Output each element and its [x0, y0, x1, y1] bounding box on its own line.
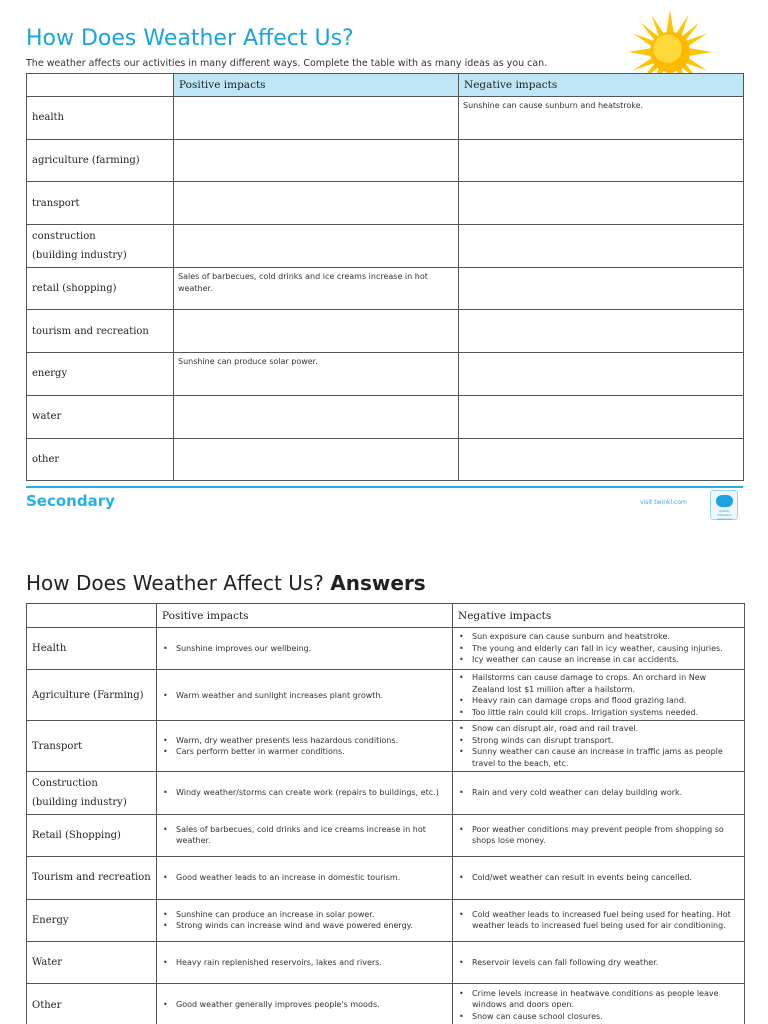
answers-header-positive: Positive impacts — [157, 604, 453, 628]
negative-cell — [453, 670, 745, 721]
row-label: energy — [27, 353, 174, 396]
negative-cell — [453, 721, 745, 772]
worksheet-header-positive: Positive impacts — [174, 74, 459, 97]
worksheet-header-blank — [27, 74, 174, 97]
row-label: Other — [27, 984, 157, 1024]
list-item: • Strong winds can disrupt transport. — [457, 735, 740, 747]
row-label-line: Construction — [32, 778, 98, 790]
list-item: • Windy weather/storms can create work (repairs to buildings, etc.) — [161, 787, 448, 799]
list-item: • Reservoir levels can fall following dry weather. — [457, 957, 740, 969]
negative-cell[interactable] — [459, 395, 744, 438]
row-label: Tourism and recreation — [27, 857, 157, 899]
positive-cell[interactable] — [174, 438, 459, 481]
negative-cell — [453, 984, 745, 1024]
footer-divider — [26, 486, 743, 488]
answers-row-energy — [27, 899, 745, 941]
twinkl-badge-icon — [710, 490, 738, 520]
cloud-icon — [716, 495, 733, 507]
positive-cell — [157, 721, 453, 772]
negative-cell — [453, 899, 745, 941]
negative-cell — [453, 772, 745, 814]
positive-cell — [157, 984, 453, 1024]
positive-cell — [157, 899, 453, 941]
list-item: • Rain and very cold weather can delay building work. — [457, 787, 740, 799]
negative-list — [457, 909, 740, 932]
row-label-line: construction — [32, 230, 96, 242]
positive-list — [161, 690, 448, 702]
positive-list — [161, 872, 448, 884]
footer-url[interactable]: visit twinkl.com — [640, 499, 687, 506]
negative-cell — [453, 857, 745, 899]
list-item: • Hailstorms can cause damage to crops. An orchard in New Zealand lost $1 million after a hailstorm. — [457, 672, 740, 695]
worksheet-header-row — [27, 74, 744, 97]
answers-title — [26, 571, 426, 595]
answers-header-negative: Negative impacts — [453, 604, 745, 628]
worksheet-intro: The weather affects our activities in many different ways. Complete the table with as many ideas as you can. — [26, 58, 548, 69]
worksheet-row-other — [27, 438, 744, 481]
positive-cell[interactable] — [174, 182, 459, 225]
list-item: • Sunny weather can cause an increase in traffic jams as people travel to the beach, etc. — [457, 746, 740, 769]
list-item: • Sales of barbecues, cold drinks and ice creams increase in hot weather. — [161, 824, 448, 847]
worksheet-row-transport — [27, 182, 744, 225]
answers-header-blank — [27, 604, 157, 628]
row-label — [27, 772, 157, 814]
answers-row-retail — [27, 814, 745, 856]
worksheet-row-health — [27, 97, 744, 140]
row-label: other — [27, 438, 174, 481]
row-label: transport — [27, 182, 174, 225]
list-item: • Icy weather can cause an increase in car accidents. — [457, 654, 740, 666]
negative-list — [457, 957, 740, 969]
row-label: retail (shopping) — [27, 267, 174, 310]
negative-list — [457, 723, 740, 769]
positive-cell[interactable] — [174, 395, 459, 438]
positive-list — [161, 999, 448, 1011]
positive-list — [161, 824, 448, 847]
row-label: Agriculture (Farming) — [27, 670, 157, 721]
positive-cell[interactable] — [174, 310, 459, 353]
answers-header-row — [27, 604, 745, 628]
row-label — [27, 225, 174, 268]
positive-cell — [157, 941, 453, 983]
worksheet-row-water — [27, 395, 744, 438]
row-label: tourism and recreation — [27, 310, 174, 353]
negative-list — [457, 672, 740, 718]
worksheet-row-retail — [27, 267, 744, 310]
list-item: • Sun exposure can cause sunburn and heatstroke. — [457, 631, 740, 643]
worksheet-header-negative: Negative impacts — [459, 74, 744, 97]
positive-cell[interactable] — [174, 139, 459, 182]
list-item: • Too little rain could kill crops. Irrigation systems needed. — [457, 707, 740, 719]
positive-list — [161, 909, 448, 932]
list-item: • Heavy rain replenished reservoirs, lakes and rivers. — [161, 957, 448, 969]
positive-cell[interactable]: Sales of barbecues, cold drinks and ice creams increase in hot weather. — [174, 267, 459, 310]
list-item: • Cold weather leads to increased fuel being used for heating. Hot weather leads to increased fuel being used for air conditioning. — [457, 909, 740, 932]
answers-row-transport — [27, 721, 745, 772]
positive-list — [161, 787, 448, 799]
list-item: • Snow can cause school closures. — [457, 1011, 740, 1023]
negative-cell[interactable] — [459, 225, 744, 268]
positive-cell[interactable] — [174, 225, 459, 268]
list-item: • Cold/wet weather can result in events being cancelled. — [457, 872, 740, 884]
list-item: • Crime levels increase in heatwave conditions as people leave windows and doors open. — [457, 988, 740, 1011]
answers-row-tourism — [27, 857, 745, 899]
row-label: Water — [27, 941, 157, 983]
negative-cell[interactable] — [459, 182, 744, 225]
positive-list — [161, 735, 448, 758]
positive-cell[interactable]: Sunshine can produce solar power. — [174, 353, 459, 396]
list-item: • The young and elderly can fall in icy weather, causing injuries. — [457, 643, 740, 655]
negative-cell[interactable] — [459, 353, 744, 396]
positive-cell[interactable] — [174, 97, 459, 140]
answers-title-plain: How Does Weather Affect Us? — [26, 571, 324, 595]
list-item: • Poor weather conditions may prevent people from shopping so shops lose money. — [457, 824, 740, 847]
positive-cell — [157, 772, 453, 814]
list-item: • Sunshine can produce an increase in solar power. — [161, 909, 448, 921]
row-label: health — [27, 97, 174, 140]
negative-list — [457, 787, 740, 799]
positive-cell — [157, 814, 453, 856]
positive-cell — [157, 857, 453, 899]
negative-cell — [453, 814, 745, 856]
worksheet-row-energy — [27, 353, 744, 396]
answers-row-other — [27, 984, 745, 1024]
list-item: • Heavy rain can damage crops and flood grazing land. — [457, 695, 740, 707]
answers-row-water — [27, 941, 745, 983]
worksheet-table — [26, 73, 744, 481]
negative-list — [457, 872, 740, 884]
list-item: • Warm weather and sunlight increases plant growth. — [161, 690, 448, 702]
positive-cell — [157, 670, 453, 721]
row-label: Retail (Shopping) — [27, 814, 157, 856]
answers-row-health — [27, 628, 745, 670]
footer-level-label: Secondary — [26, 492, 115, 510]
list-item: • Sunshine improves our wellbeing. — [161, 643, 448, 655]
negative-list — [457, 631, 740, 666]
list-item: • Good weather leads to an increase in domestic tourism. — [161, 872, 448, 884]
answers-table — [26, 603, 745, 1024]
negative-cell — [453, 628, 745, 670]
row-label: agriculture (farming) — [27, 139, 174, 182]
row-label: Health — [27, 628, 157, 670]
negative-list — [457, 988, 740, 1023]
positive-cell — [157, 628, 453, 670]
list-item: • Good weather generally improves people's moods. — [161, 999, 448, 1011]
positive-list — [161, 643, 448, 655]
negative-cell[interactable] — [459, 267, 744, 310]
row-label: Transport — [27, 721, 157, 772]
negative-list — [457, 824, 740, 847]
negative-cell — [453, 941, 745, 983]
badge-tag: Quality Standard Approved — [717, 509, 732, 521]
row-label: Energy — [27, 899, 157, 941]
negative-cell[interactable] — [459, 310, 744, 353]
negative-cell[interactable] — [459, 139, 744, 182]
worksheet-row-construction — [27, 225, 744, 268]
answers-row-construction — [27, 772, 745, 814]
row-label-line: (building industry) — [32, 797, 127, 809]
worksheet-title: How Does Weather Affect Us? — [26, 26, 354, 51]
list-item: • Cars perform better in warmer conditions. — [161, 746, 448, 758]
negative-cell[interactable] — [459, 438, 744, 481]
row-label: water — [27, 395, 174, 438]
row-label-line: (building industry) — [32, 249, 127, 261]
worksheet-row-agriculture — [27, 139, 744, 182]
list-item: • Strong winds can increase wind and wave powered energy. — [161, 920, 448, 932]
positive-list — [161, 957, 448, 969]
list-item: • Snow can disrupt air, road and rail travel. — [457, 723, 740, 735]
answers-title-bold: Answers — [330, 571, 426, 595]
worksheet-row-tourism — [27, 310, 744, 353]
list-item: • Warm, dry weather presents less hazardous conditions. — [161, 735, 448, 747]
negative-cell[interactable]: Sunshine can cause sunburn and heatstroke. — [459, 97, 744, 140]
answers-row-agriculture — [27, 670, 745, 721]
